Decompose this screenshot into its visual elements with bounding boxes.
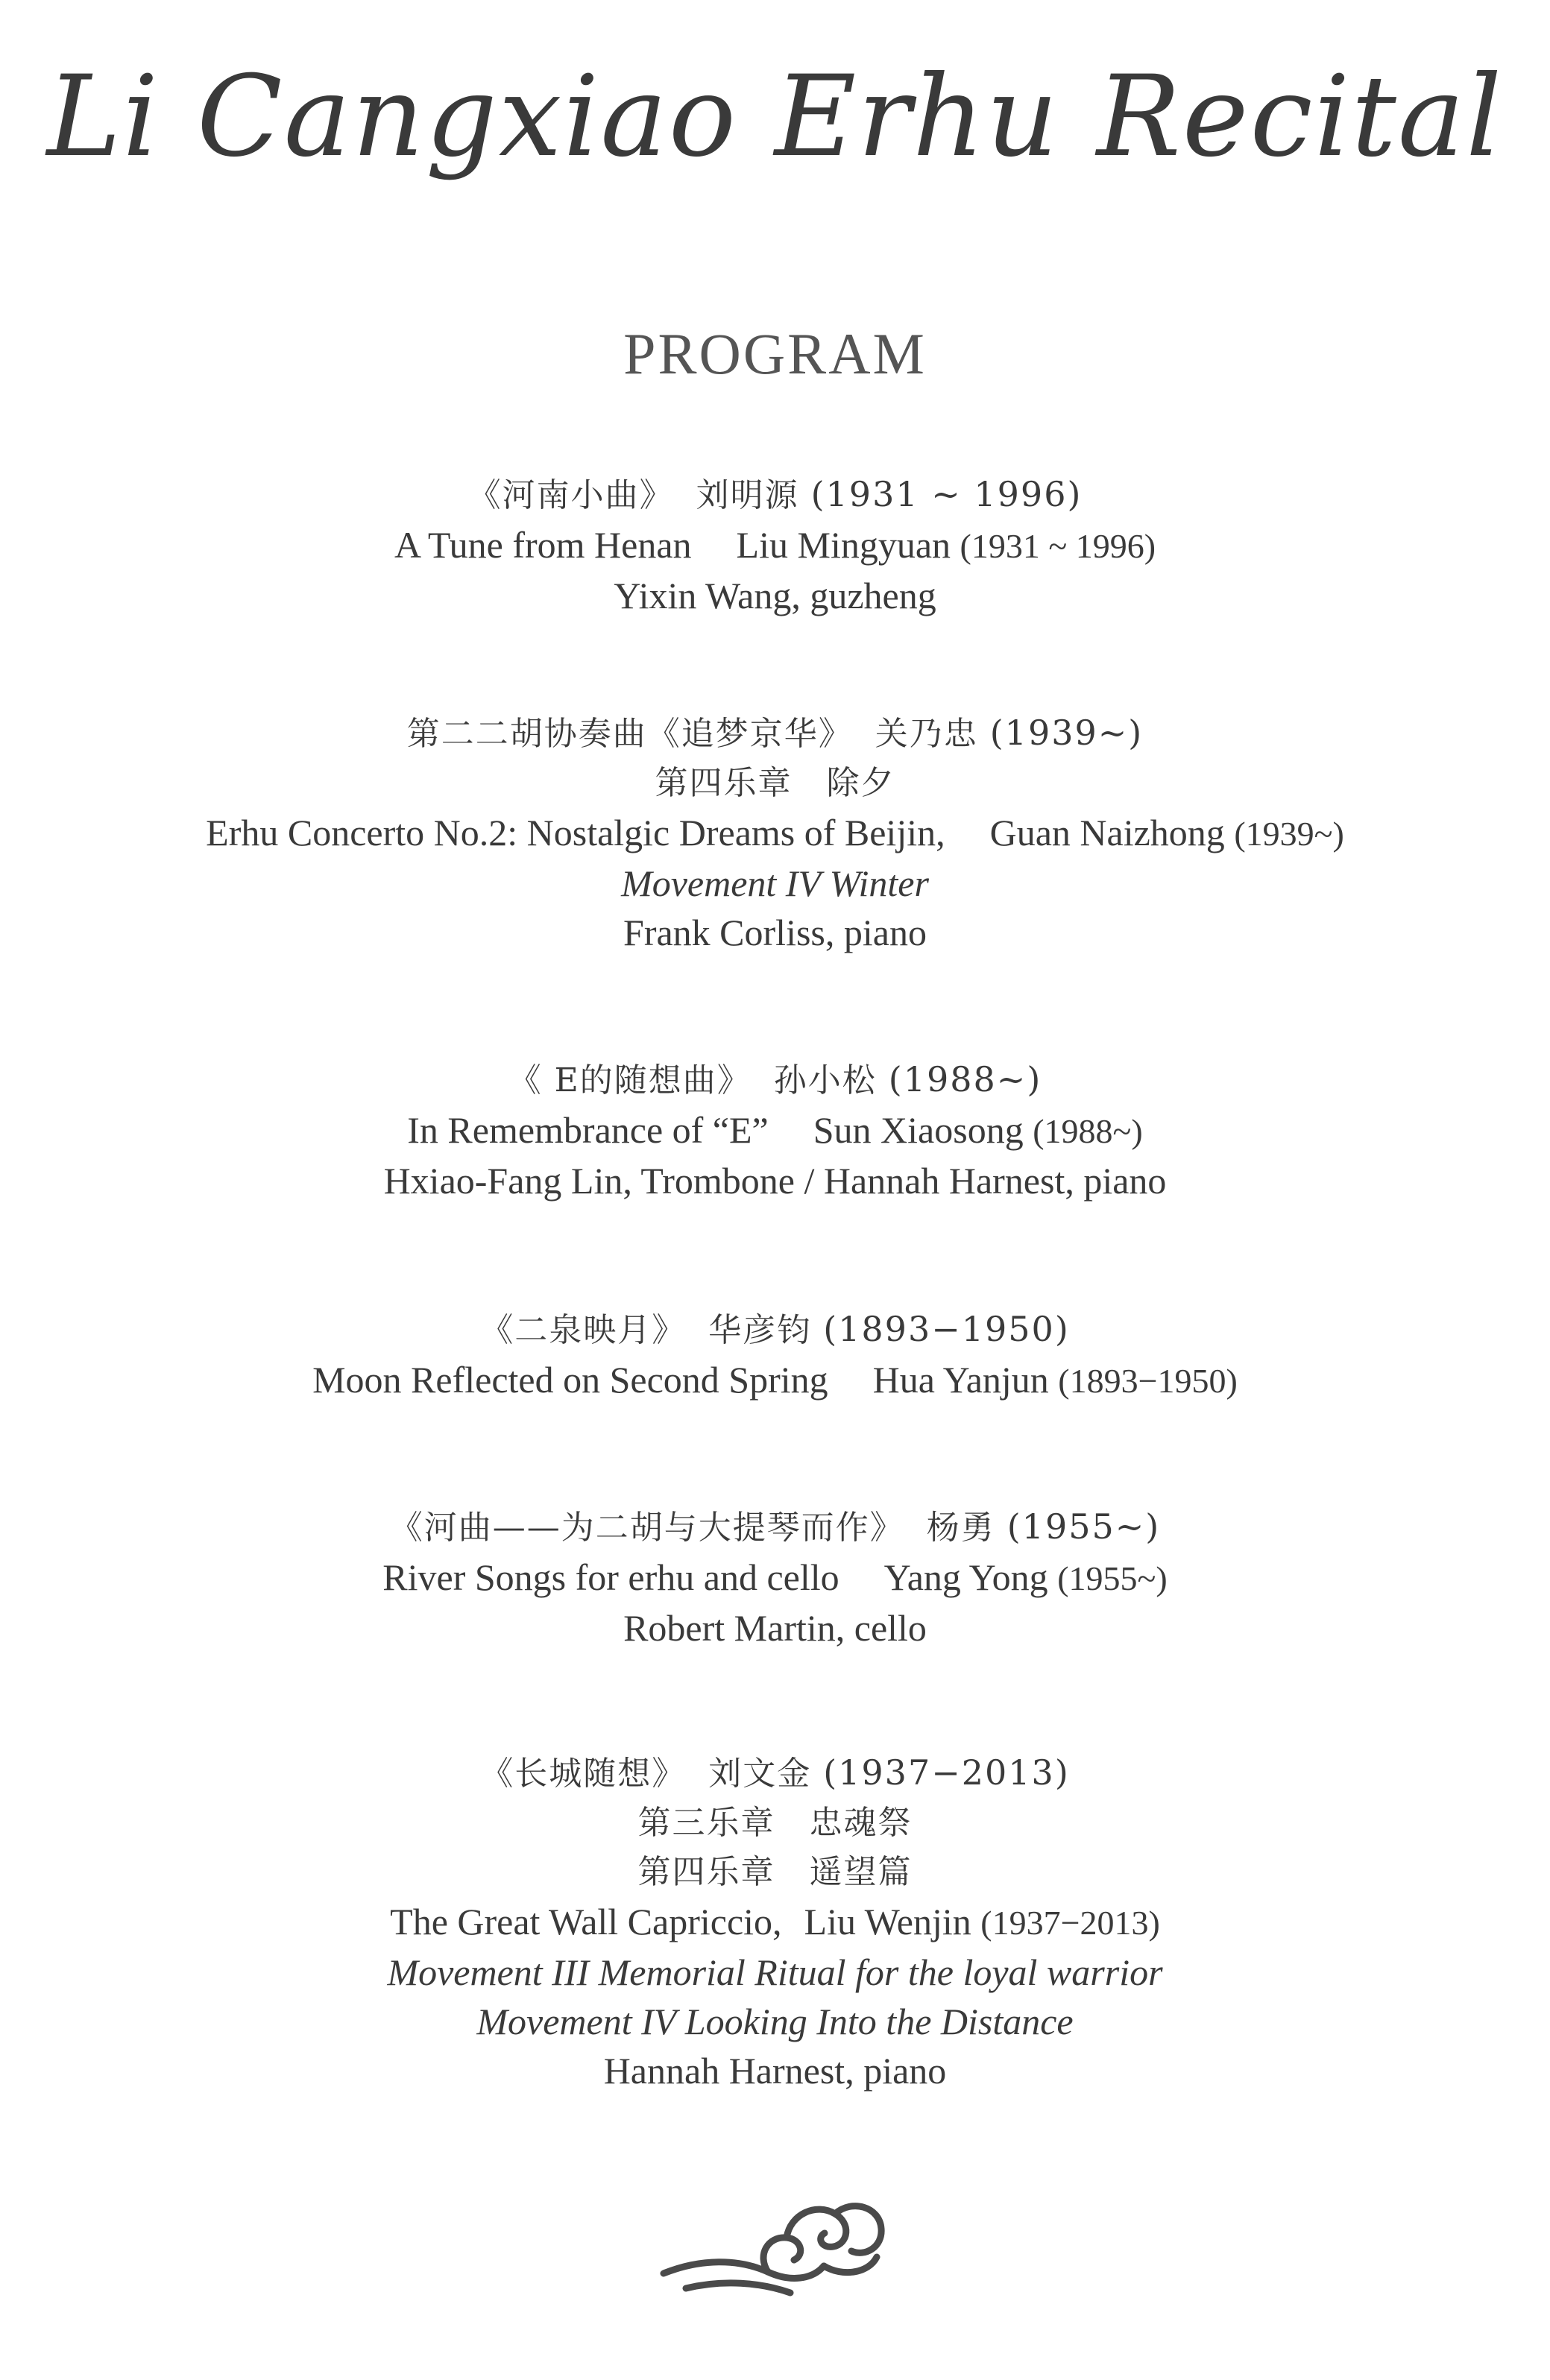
performer: Hxiao-Fang Lin, Trombone / Hannah Harnest, piano [383, 1160, 1167, 1202]
zh-movement: 第四乐章 除夕 [655, 764, 895, 802]
zh-composer: 杨勇 [926, 1509, 995, 1547]
zh-title: 《河曲——为二胡与大提琴而作》 [389, 1509, 904, 1547]
en-line [0, 808, 1550, 859]
en-title: In Remembrance of “E” [407, 1109, 769, 1151]
cloud-ornament-icon [656, 2184, 895, 2303]
en-dates: (1937−2013) [980, 1904, 1160, 1942]
en-movement: Movement IV Winter [621, 862, 929, 904]
zh-dates: (1955~) [1006, 1506, 1161, 1547]
program-item-2 [0, 708, 1550, 957]
en-movement-1: Movement III Memorial Ritual for the loyal warrior [387, 1951, 1163, 1993]
program-heading: PROGRAM [623, 321, 927, 386]
performer: Robert Martin, cello [623, 1607, 927, 1649]
en-composer: Liu Mingyuan [736, 524, 951, 566]
zh-line [0, 1502, 1550, 1553]
zh-line [0, 1748, 1550, 1799]
zh-line [0, 470, 1550, 520]
en-line [0, 1355, 1550, 1406]
zh-movement-1: 第三乐章 忠魂祭 [637, 1804, 913, 1842]
en-title: The Great Wall Capriccio, [390, 1901, 782, 1942]
zh-dates: (1988~) [888, 1059, 1042, 1099]
program-item-3 [0, 1055, 1550, 1205]
en-dates: (1988~) [1033, 1112, 1143, 1150]
en-title: River Songs for erhu and cello [382, 1556, 839, 1598]
en-dates: (1955~) [1057, 1559, 1168, 1597]
zh-dates: (1931 ~ 1996) [810, 474, 1083, 514]
en-composer: Hua Yanjun [872, 1359, 1049, 1401]
en-dates: (1939~) [1234, 815, 1344, 853]
performer: Frank Corliss, piano [623, 912, 927, 953]
zh-title: 第二二胡协奏曲《追梦京华》 [406, 715, 853, 753]
zh-line [0, 708, 1550, 759]
en-composer: Yang Yong [883, 1556, 1048, 1598]
zh-dates: (1893−1950) [823, 1309, 1070, 1349]
en-composer: Sun Xiaosong [813, 1109, 1024, 1151]
zh-composer: 刘明源 [696, 476, 799, 514]
zh-title: 《 E的随想曲》 [508, 1061, 752, 1099]
zh-composer: 关乃忠 [875, 715, 978, 753]
en-composer: Liu Wenjin [804, 1901, 971, 1942]
program-item-1 [0, 470, 1550, 620]
zh-composer: 孙小松 [773, 1061, 877, 1099]
zh-composer: 刘文金 [708, 1755, 812, 1793]
en-line [0, 1553, 1550, 1603]
en-movement-2: Movement IV Looking Into the Distance [476, 2001, 1074, 2042]
en-line [0, 1105, 1550, 1156]
zh-title: 《长城随想》 [480, 1755, 687, 1793]
en-composer: Guan Naizhong [989, 812, 1225, 853]
zh-dates: (1939~) [989, 713, 1144, 753]
program-item-5 [0, 1502, 1550, 1653]
zh-movement-2: 第四乐章 遥望篇 [637, 1853, 913, 1891]
zh-title: 《河南小曲》 [467, 476, 674, 514]
program-item-6 [0, 1748, 1550, 2095]
zh-title: 《二泉映月》 [480, 1311, 687, 1349]
en-line [0, 520, 1550, 571]
program-item-4 [0, 1304, 1550, 1406]
zh-line [0, 1055, 1550, 1105]
recital-title: Li Cangxiao Erhu Recital [46, 52, 1504, 182]
performer: Yixin Wang, guzheng [614, 575, 936, 616]
en-dates: (1931 ~ 1996) [960, 527, 1156, 565]
en-dates: (1893−1950) [1058, 1362, 1238, 1400]
zh-dates: (1937−2013) [823, 1752, 1070, 1793]
performer: Hannah Harnest, piano [603, 2050, 947, 2092]
en-title: Moon Reflected on Second Spring [312, 1359, 828, 1401]
en-title: Erhu Concerto No.2: Nostalgic Dreams of Beijin, [206, 812, 945, 853]
en-line [0, 1897, 1550, 1948]
en-title: A Tune from Henan [394, 524, 692, 566]
zh-line [0, 1304, 1550, 1355]
zh-composer: 华彦钧 [708, 1311, 812, 1349]
